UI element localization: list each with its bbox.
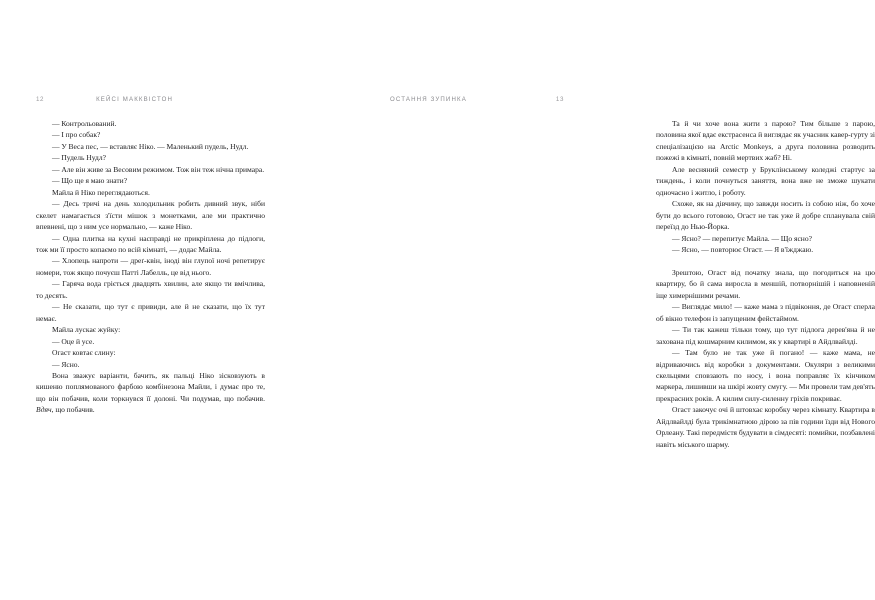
paragraph: — У Веса пес, — вставляє Ніко. — Маленький пудель, Нудл. <box>52 141 249 151</box>
paragraph: — Ясно, — повторює Огаст. — Я в'їжджаю. <box>672 244 814 254</box>
running-head-title-left: КЕЙСІ МАККВІСТОН <box>96 95 174 103</box>
body-text-right <box>656 118 875 450</box>
paragraph: — Гаряча вода гріється двадцять хвилин, але якщо ти вмічлива, то десять. <box>36 279 265 300</box>
page-number-right: 13 <box>555 95 564 103</box>
paragraph: Майла лускає жуйку: <box>52 325 121 335</box>
paragraph: Та й чи хоче вона жити з парою? Тим більше з парою, половина якої вдає екстрасенса й виглядає як учасник кавер-гурту зі спеціалізацією на Arctic Monkeys, а друга половина розводить пожежі в кімнаті, повній мертвих жаб? Ні. <box>656 119 875 163</box>
paragraph: — І про собак? <box>52 130 101 140</box>
paragraph: — Що ще я маю знати? <box>52 176 128 186</box>
page-number-left: 12 <box>36 95 45 103</box>
paragraph-with-italic: Вона зважує варіанти, бачить, як пальці Ніко зісковзують в кишеню поплямованого фарбою комбінезона Майли, і думає про те, що він побачив, коли торкнувся її долоні. Чи подумав, що побачив. Вдяч, що побачив. <box>36 370 265 415</box>
paragraph: — Але він живе за Весовим режимом. Тож він теж нічна примара. <box>52 164 265 174</box>
paragraph: Майла й Ніко переглядаються. <box>52 187 150 197</box>
paragraph: — Пудель Нудл? <box>52 153 106 163</box>
paragraph: Зрештою, Огаст від початку знала, що погодиться на цю квартиру, бо й сама виросла в меншій, потворнішій і наповненій іще химернішими речами. <box>656 267 875 300</box>
paragraph: — Хлопець напроти — дреґ-квін, іноді він глупої ночі репетирує номери, тож якщо почуєш Патті Лабелль, це від нього. <box>36 256 265 277</box>
body-text-left <box>36 118 265 416</box>
paragraph: — Контрольований. <box>52 119 117 128</box>
paragraph: Огаст закочує очі й штовхає коробку через кімнату. Квартира в Айдлвайлді була трикімнатною дірою за пів години їзди від Нового Орлеану. Такі передмістя будувати в сімдесяті: помийки, позбавлені навіть міського шарму. <box>656 405 875 449</box>
paragraph: Огаст ковтає слину: <box>52 348 116 358</box>
running-head-right <box>326 92 564 106</box>
running-head-left <box>36 92 266 106</box>
paragraph: — Виглядає мило! — каже мама з підвіконня, де Огаст сперла об вікно телефон із запущеним фейстаймом. <box>656 302 875 323</box>
paragraph: Схоже, як на дівчину, що завжди носить із собою ніж, бо хоче бути до всього готовою, Огаст не так уже й добре спланувала свій переїзд до Нью-Йорка. <box>656 199 875 232</box>
running-head-title-right: ОСТАННЯ ЗУПИНКА <box>390 95 467 103</box>
paragraph: — Ясно? — перепитує Майла. — Що ясно? <box>672 233 812 243</box>
paragraph: — Не сказати, що тут є привиди, але й не сказати, що їх тут немає. <box>36 302 265 323</box>
paragraph: — Там було не так уже й погано! — каже мама, не відриваючись від коробки з документами. Окуляри з великими скельцями сповзають по носу, і вона поправляє їх кінчиком маркера, лишивши на шкірі жовту смугу. — Ми провели там дев'ять прекрасних років. А килим силу-силенну гріхів покриває. <box>656 348 875 403</box>
emphasis-text: Вдяч <box>36 405 52 415</box>
page-right <box>312 0 875 600</box>
paragraph: — Одна плитка на кухні насправді не прикріплена до підлоги, тож ми її просто копаємо по всій кімнаті, — додає Майла. <box>36 233 265 254</box>
paragraph: — Оце й усе. <box>52 336 95 346</box>
paragraph: — Ти так кажеш тільки тому, що тут підлога дерев'яна й не захована під кошмарним килимом, як у квартирі в Айдлвайлді. <box>656 325 875 346</box>
paragraph: Але весняний семестр у Бруклінському коледжі стартує за тиждень, і коли почнуться заняття, вона вже не зможе шукати одночасно і житло, і роботу. <box>656 164 875 197</box>
page-left <box>0 0 288 600</box>
paragraph: — Ясно. <box>52 359 80 369</box>
paragraph: — Десь тричі на день холодильник робить дивний звук, ніби скелет намагається з'їсти мішок з монетками, але ми практично впевнені, що з ним усе нормально, — каже Ніко. <box>36 199 265 232</box>
